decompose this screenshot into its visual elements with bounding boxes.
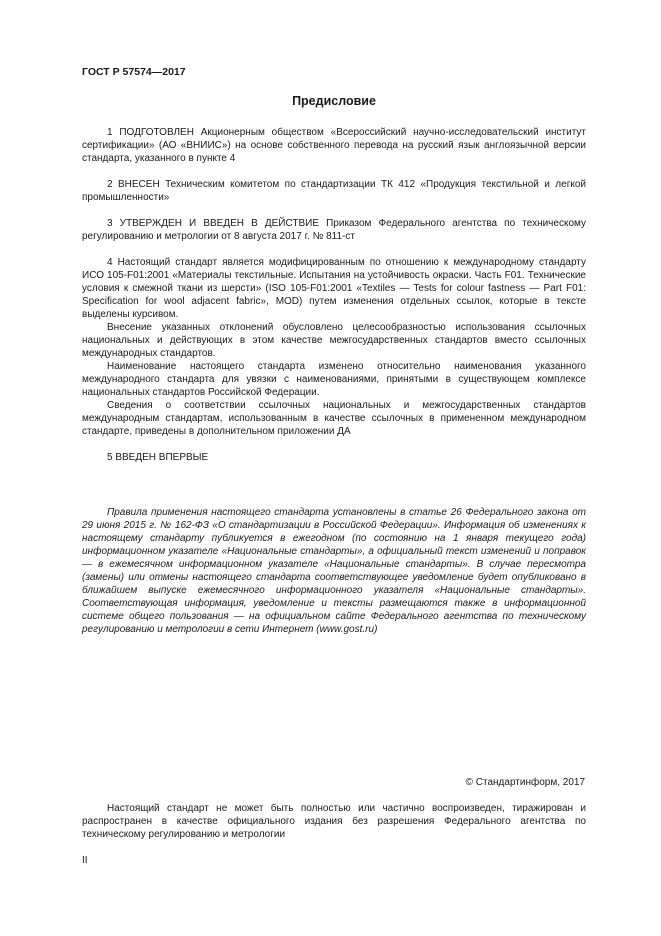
item-5: 5 ВВЕДЕН ВПЕРВЫЕ (107, 452, 209, 463)
item-4: 4 Настоящий стандарт является модифицированным по отношению к международному стандарту ИСО 105-F01:2001 «Материалы текстильные. Испытания на устойчивость окраски. Часть F01. Технические условия к смежной ткани из шерсти» (ISO 105-F01:2001 «Textiles — Tests for colour fastness — Part F01: Specification for wool adjacent fabric», MOD) путем изменения отдельных ссылок, которые в тексте выделены курсивом. (82, 257, 586, 320)
item-4-title-change: Наименование настоящего стандарта изменено относительно наименования указанного международного стандарта для увязки с наименованиями, принятыми в существующем комплексе национальных стандартов Российской Федерации. (82, 361, 586, 398)
rights-notice: Настоящий стандарт не может быть полностью или частично воспроизведен, тиражирован и распространен в качестве официального издания без разрешения Федерального агентства по техническому регулированию и метрологии (82, 803, 586, 840)
item-3: 3 УТВЕРЖДЕН И ВВЕДЕН В ДЕЙСТВИЕ Приказом Федерального агентства по техническому регулированию и метрологии от 8 августа 2017 г. № 811-ст (82, 218, 586, 242)
item-2: 2 ВНЕСЕН Техническим комитетом по стандартизации ТК 412 «Продукция текстильной и легкой промышленности» (82, 179, 586, 203)
item-4-deviation: Внесение указанных отклонений обусловлено целесообразностью использования ссылочных национальных и действующих в этом качестве межгосударственных стандартов вместо ссылочных международных стандартов. (82, 322, 586, 359)
application-notice: Правила применения настоящего стандарта установлены в статье 26 Федерального закона от 29 июня 2015 г. № 162-ФЗ «О стандартизации в Российской Федерации». Информация об изменениях к настоящему стандарту публикуется в ежегодном (по состоянию на 1 января текущего года) информационном указателе «Национальные стандарты», а официальный текст изменений и поправок — в ежемесячном информационном указателе «Национальные стандарты». В случае пересмотра (замены) или отмены настоящего стандарта соответствующее уведомление будет опубликовано в ближайшем выпуске ежемесячного информационного указателя «Национальные стандарты». Соответствующая информация, уведомление и тексты размещаются также в информационной системе общего пользования — на официальном сайте Федерального агентства по техническому регулированию и метрологии в сети Интернет (www.gost.ru) (82, 507, 586, 635)
page-number: II (82, 855, 88, 866)
document-id: ГОСТ Р 57574—2017 (82, 66, 186, 78)
copyright: © Стандартинформ, 2017 (465, 777, 585, 788)
item-4-references: Сведения о соответствии ссылочных национальных и межгосударственных стандартов международным стандартам, использованным в качестве ссылочных в примененном международном стандарте, приведены в дополнительном приложении ДА (82, 400, 586, 437)
item-1: 1 ПОДГОТОВЛЕН Акционерным обществом «Всероссийский научно-исследовательский институт сертификации» (АО «ВНИИС») на основе собственного перевода на русский язык англоязычной версии стандарта, указанного в пункте 4 (82, 127, 586, 164)
page-title: Предисловие (292, 94, 376, 108)
foreword-body (82, 126, 586, 464)
